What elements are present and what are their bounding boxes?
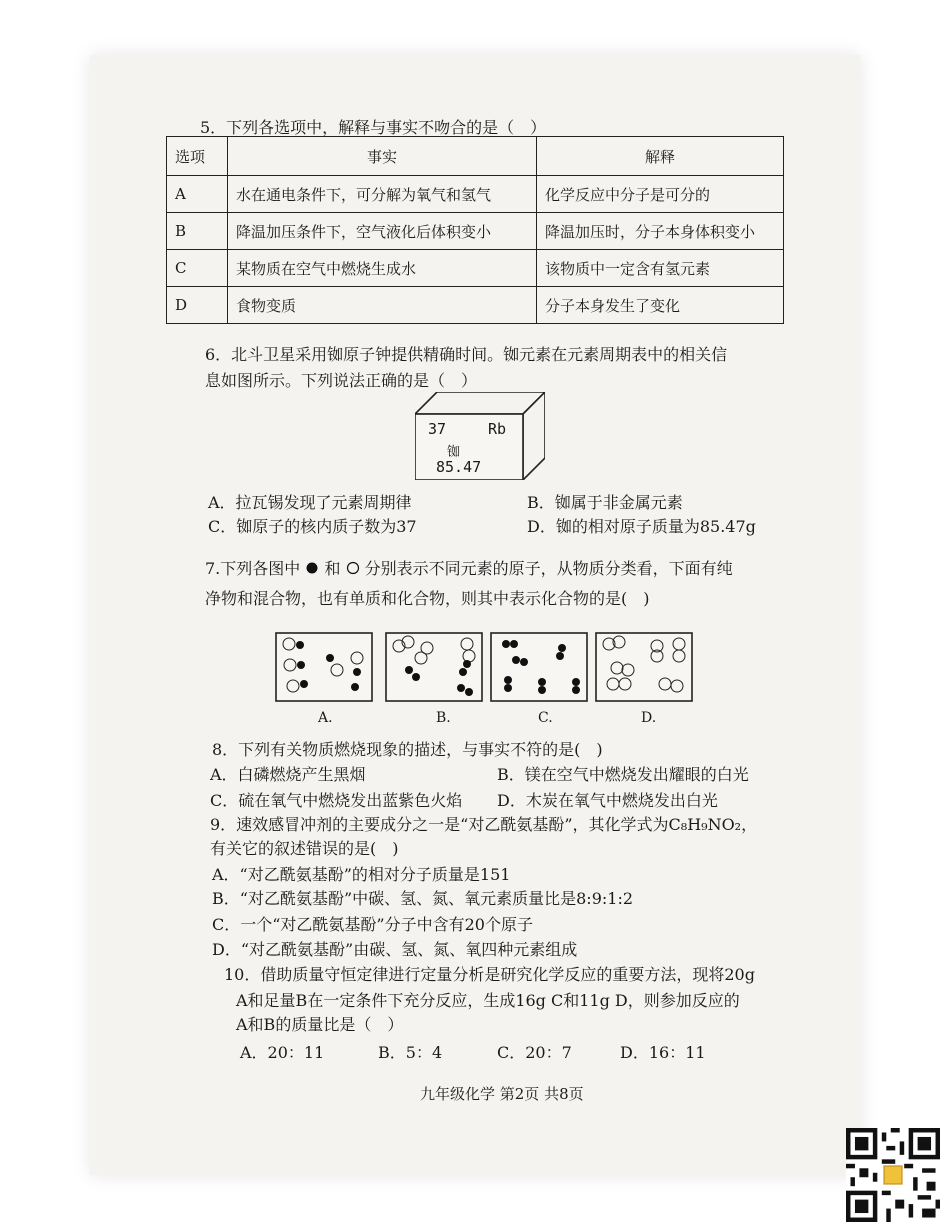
table-row [167, 213, 784, 250]
q7-diagram-d [595, 632, 693, 702]
q8-option-c: C．硫在氧气中燃烧发出蓝紫色火焰 [210, 791, 463, 810]
q7-label-b: B. [436, 710, 451, 726]
q7-diagram-c [490, 632, 588, 702]
table-row [167, 176, 784, 213]
q9-option-c: C．一个“对乙酰氨基酚”分子中含有20个原子 [212, 915, 533, 934]
q9-option-a: A．“对乙酰氨基酚”的相对分子质量是151 [212, 865, 511, 884]
q5-cell-explanation: 该物质中一定含有氢元素 [537, 250, 784, 287]
element-atomic-mass: 85.47 [436, 458, 482, 476]
q9-stem-line2: 有关它的叙述错误的是( ) [210, 839, 399, 858]
page-footer: 九年级化学 第2页 共8页 [420, 1085, 584, 1103]
q10-option-b: B．5：4 [378, 1043, 443, 1062]
q5-cell-fact: 某物质在空气中燃烧生成水 [228, 250, 537, 287]
q10-stem-line2: A和足量B在一定条件下充分反应，生成16g C和11g D，则参加反应的 [236, 991, 740, 1010]
q7-stem-line1 [205, 556, 733, 579]
q6-stem-line1: 6．北斗卫星采用铷原子钟提供精确时间。铷元素在元素周期表中的相关信 [205, 345, 728, 364]
q5-header-fact: 事实 [228, 137, 537, 176]
q5-stem: 5．下列各选项中，解释与事实不吻合的是（ ） [200, 118, 547, 137]
qr-code-icon [846, 1128, 940, 1222]
q5-table [166, 136, 784, 324]
white-atom-icon [346, 561, 360, 575]
q6-stem-line2: 息如图所示。下列说法正确的是（ ） [205, 371, 478, 390]
q5-cell-fact: 食物变质 [228, 287, 537, 324]
q5-cell-option: A [167, 176, 228, 213]
q7-label-a: A. [318, 710, 333, 726]
q6-option-b: B．铷属于非金属元素 [527, 493, 683, 512]
q5-cell-explanation: 降温加压时，分子本身体积变小 [537, 213, 784, 250]
q5-cell-explanation: 化学反应中分子是可分的 [537, 176, 784, 213]
q7-stem-part3: 分别表示不同元素的原子，从物质分类看，下面有纯 [364, 559, 733, 578]
q7-stem-part1: 7.下列各图中 [205, 559, 301, 578]
q10-option-a: A．20：11 [240, 1043, 325, 1062]
q8-stem: 8．下列有关物质燃烧现象的描述，与事实不符的是( ) [212, 740, 603, 759]
element-name: 铷 [447, 445, 461, 460]
q5-cell-option: B [167, 213, 228, 250]
q7-diagram-b [385, 632, 483, 702]
q10-stem-line3: A和B的质量比是（ ） [236, 1015, 404, 1034]
q6-option-a: A．拉瓦锡发现了元素周期律 [208, 493, 412, 512]
q5-header-row [167, 137, 784, 176]
q9-stem-line1: 9．速效感冒冲剂的主要成分之一是“对乙酰氨基酚”，其化学式为C₈H₉NO₂， [210, 815, 758, 834]
q9-option-d: D．“对乙酰氨基酚”由碳、氢、氮、氧四种元素组成 [212, 940, 578, 959]
element-atomic-number: 37 [428, 420, 447, 438]
q5-cell-option: C [167, 250, 228, 287]
q7-stem-line2: 净物和混合物，也有单质和化合物，则其中表示化合物的是( ) [205, 589, 650, 608]
q7-diagram-a [275, 632, 373, 702]
q5-cell-fact: 水在通电条件下，可分解为氧气和氢气 [228, 176, 537, 213]
q8-option-a: A．白磷燃烧产生黑烟 [210, 765, 366, 784]
q5-cell-explanation: 分子本身发生了变化 [537, 287, 784, 324]
black-atom-icon [305, 561, 319, 575]
q6-option-d: D．铷的相对原子质量为85.47g [527, 517, 756, 536]
table-row [167, 287, 784, 324]
q7-stem-part2: 和 [324, 559, 341, 578]
q7-label-c: C. [538, 710, 553, 726]
q8-option-b: B．镁在空气中燃烧发出耀眼的白光 [497, 765, 749, 784]
q5-cell-fact: 降温加压条件下，空气液化后体积变小 [228, 213, 537, 250]
q10-stem-line1: 10．借助质量守恒定律进行定量分析是研究化学反应的重要方法，现将20g [224, 965, 755, 984]
q10-option-c: C．20：7 [497, 1043, 572, 1062]
element-symbol: Rb [488, 420, 507, 438]
q5-header-option: 选项 [167, 137, 228, 176]
q5-cell-option: D [167, 287, 228, 324]
q7-label-d: D. [641, 710, 657, 726]
q9-option-b: B．“对乙酰氨基酚”中碳、氢、氮、氧元素质量比是8:9:1:2 [212, 889, 634, 908]
q10-option-d: D．16：11 [620, 1043, 706, 1062]
q8-option-d: D．木炭在氧气中燃烧发出白光 [497, 791, 718, 810]
q5-header-explanation: 解释 [537, 137, 784, 176]
q6-option-c: C．铷原子的核内质子数为37 [208, 517, 417, 536]
table-row [167, 250, 784, 287]
